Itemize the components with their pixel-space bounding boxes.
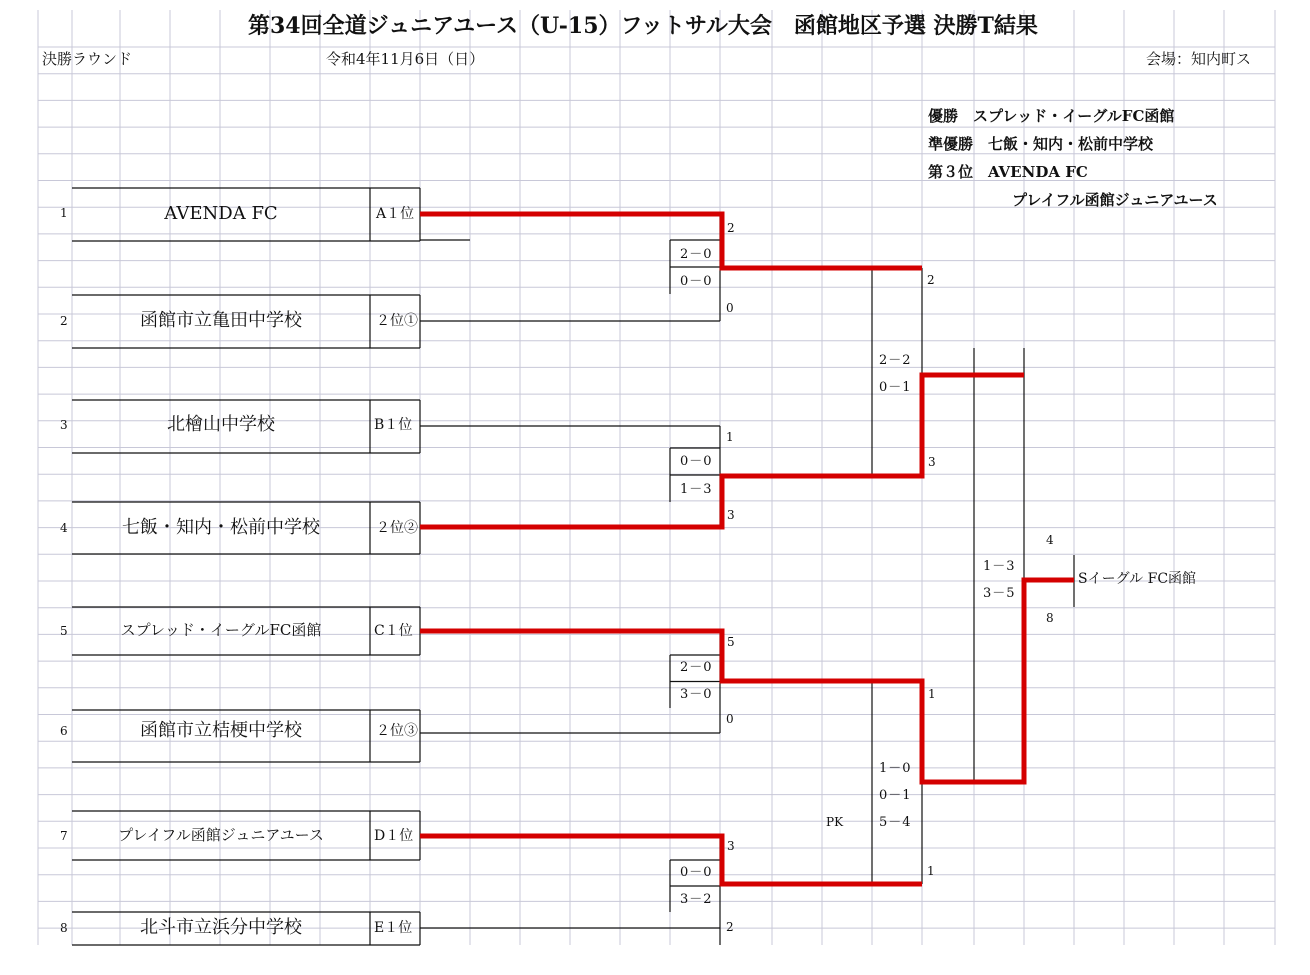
team-number: 7 bbox=[60, 829, 68, 843]
half-score: 3－2 bbox=[680, 892, 713, 907]
goals: 2 bbox=[927, 273, 935, 287]
team-name: 函館市立桔梗中学校 bbox=[140, 720, 302, 741]
winner-path-r1 bbox=[420, 214, 922, 268]
goals: 2 bbox=[727, 221, 735, 235]
goals: 0 bbox=[726, 301, 734, 315]
winner-path-r1 bbox=[420, 580, 1074, 782]
winner-path-r1 bbox=[420, 375, 1024, 527]
goals: 3 bbox=[928, 455, 936, 469]
team-name: スプレッド・イーグルFC函館 bbox=[120, 621, 322, 639]
team-seed: D１位 bbox=[374, 828, 414, 844]
runner-up-result: 準優勝 七飯・知内・松前中学校 bbox=[928, 135, 1154, 153]
pk-score: 5－4 bbox=[879, 815, 912, 830]
half-score: 0－1 bbox=[879, 380, 912, 395]
goals: 1 bbox=[927, 864, 935, 878]
round-label: 決勝ラウンド bbox=[42, 50, 133, 68]
half-score: 3－0 bbox=[680, 687, 713, 702]
team-name: 七飯・知内・松前中学校 bbox=[122, 517, 320, 538]
goals: 8 bbox=[1046, 611, 1054, 625]
half-score: 2－0 bbox=[680, 247, 713, 262]
half-score: 3－5 bbox=[983, 586, 1016, 601]
team-name: 函館市立亀田中学校 bbox=[140, 310, 302, 331]
half-score: 1－3 bbox=[680, 482, 713, 497]
goals: 2 bbox=[726, 920, 734, 934]
team-seed: E１位 bbox=[374, 920, 413, 936]
tournament-winner: Sイーグル FC函館 bbox=[1078, 571, 1197, 587]
half-score: 2－2 bbox=[879, 353, 912, 368]
goals: 1 bbox=[928, 687, 936, 701]
team-seed: ２位③ bbox=[376, 723, 418, 739]
team-seed: ２位② bbox=[376, 520, 418, 536]
team-number: 1 bbox=[60, 206, 68, 220]
half-score: 0－1 bbox=[879, 788, 912, 803]
third-place-result: 第３位 AVENDA FC bbox=[928, 163, 1088, 181]
third-place-result-2: プレイフル函館ジュニアユース bbox=[1012, 191, 1218, 209]
half-score: 1－0 bbox=[879, 761, 912, 776]
half-score: 0－0 bbox=[680, 454, 713, 469]
page-title: 第34回全道ジュニアユース（U-15）フットサル大会 函館地区予選 決勝T結果 bbox=[248, 13, 1038, 39]
goals: 4 bbox=[1046, 533, 1054, 547]
goals: 0 bbox=[726, 712, 734, 726]
goals: 3 bbox=[727, 839, 735, 853]
venue-label: 会場：知内町ス bbox=[1146, 50, 1252, 68]
team-seed: ２位① bbox=[376, 313, 418, 329]
pk-label: PK bbox=[826, 815, 844, 829]
team-number: 4 bbox=[60, 521, 68, 535]
half-score: 2－0 bbox=[680, 660, 713, 675]
team-number: 3 bbox=[60, 418, 68, 432]
team-name: 北檜山中学校 bbox=[167, 414, 275, 435]
date-label: 令和4年11月6日（日） bbox=[326, 50, 485, 68]
team-number: 8 bbox=[60, 921, 68, 935]
goals: 1 bbox=[726, 430, 734, 444]
team-seed: B１位 bbox=[374, 417, 413, 433]
team-number: 6 bbox=[60, 724, 68, 738]
team-number: 5 bbox=[60, 624, 68, 638]
team-number: 2 bbox=[60, 314, 68, 328]
half-score: 0－0 bbox=[680, 865, 713, 880]
goals: 3 bbox=[727, 508, 735, 522]
team-seed: C１位 bbox=[374, 623, 413, 639]
team-name: 北斗市立浜分中学校 bbox=[140, 917, 302, 938]
team-seed: A１位 bbox=[376, 206, 415, 222]
team-name: AVENDA FC bbox=[164, 203, 278, 224]
goals: 5 bbox=[727, 635, 735, 649]
half-score: 0－0 bbox=[680, 274, 713, 289]
half-score: 1－3 bbox=[983, 559, 1016, 574]
champion-result: 優勝 スプレッド・イーグルFC函館 bbox=[928, 107, 1175, 125]
team-name: プレイフル函館ジュニアユース bbox=[118, 826, 324, 844]
